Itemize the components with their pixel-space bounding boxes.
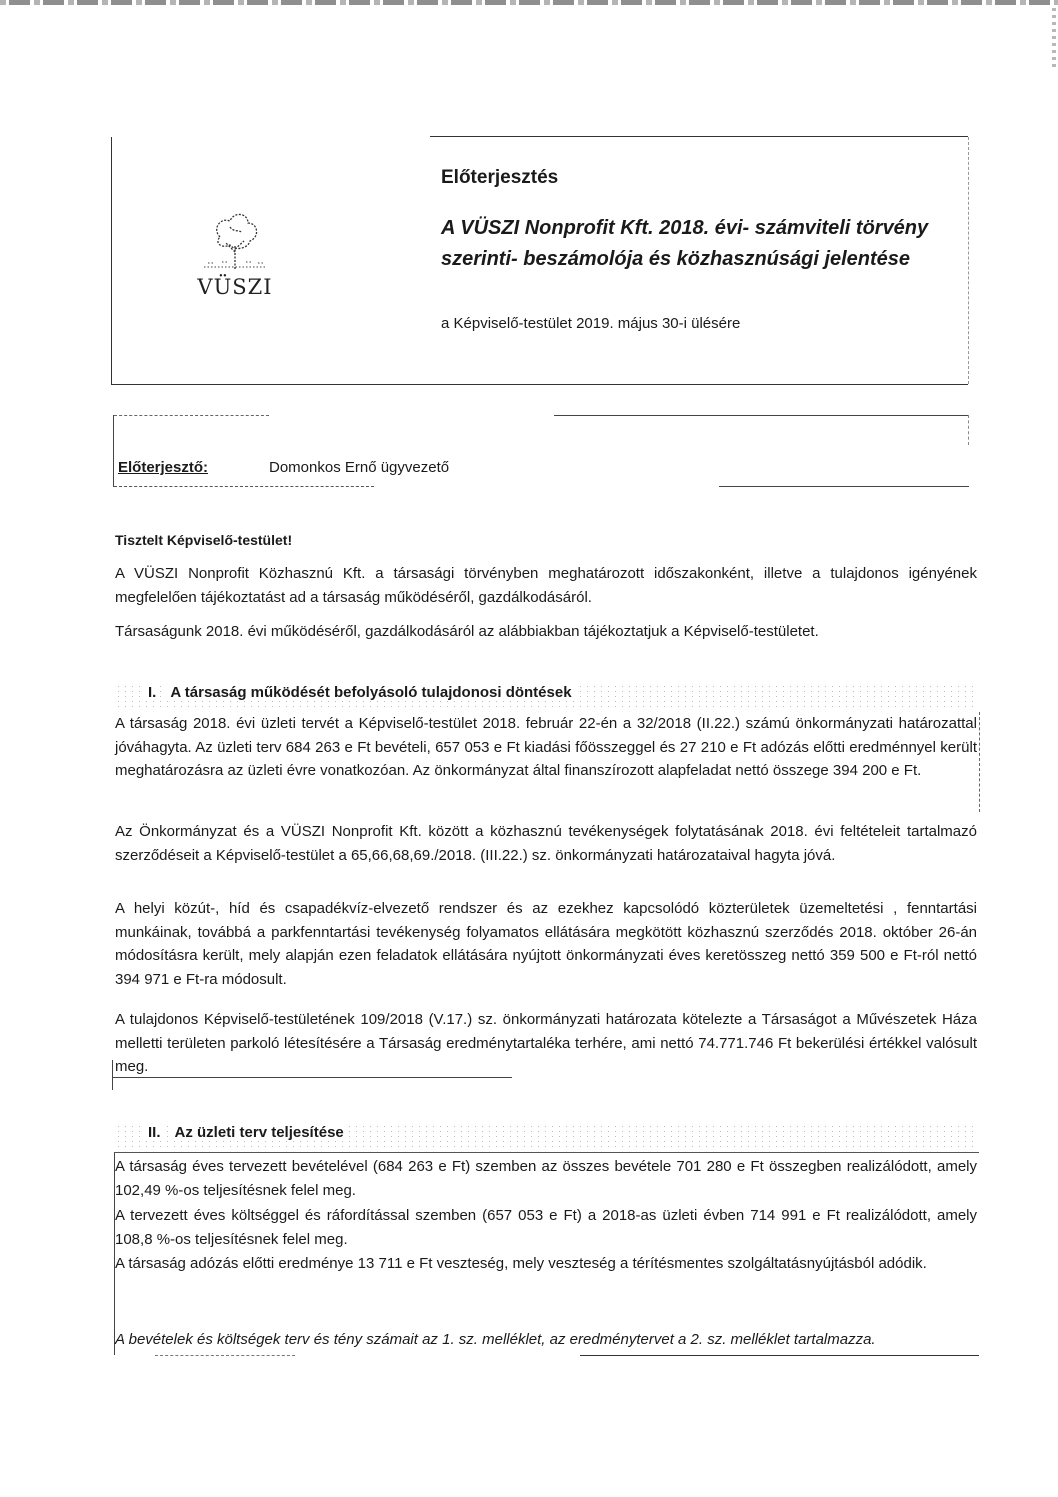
scan-artifact-top <box>0 0 1058 5</box>
document-header <box>111 137 968 385</box>
meeting-subtitle: a Képviselő-testület 2019. május 30-i ülésére <box>441 315 741 332</box>
section-heading <box>115 684 977 710</box>
section-heading <box>115 1124 977 1150</box>
section-paragraph: A tulajdonos Képviselő-testületének 109/2018 (V.17.) sz. önkormányzati határozata kötelezte a Társaságot a Művészetek Háza melletti területen parkoló létesítésére a Társaság eredménytartaléka terhére, ami nettó 74.771.746 Ft bekerülési értékkel valósult meg. <box>115 1011 977 1075</box>
presenter-label: Előterjesztő: <box>118 459 209 476</box>
section-number: I. <box>145 684 159 701</box>
document-type-label: Előterjesztés <box>441 167 559 188</box>
section-title: A társaság működését befolyásoló tulajdonosi döntések <box>167 684 574 701</box>
greeting: Tisztelt Képviselő-testület! <box>115 532 293 548</box>
vuszi-logo <box>190 207 280 307</box>
header-rule <box>430 136 968 137</box>
section-paragraph: A társaság 2018. évi üzleti tervét a Képviselő-testület 2018. február 22-én a 32/2018 (II.22.) számú önkormányzati határozattal jóváhagyta. Az üzleti terv 684 263 e Ft bevételi, 657 053 e Ft kiadási főösszeggel és 27 210 e Ft adózás előtti eredménnyel került meghatározásra az üzleti évre vonatkozóan. Az önkormányzat által finanszírozott alapfeladat nettó összege 394 200 e Ft. <box>115 715 977 779</box>
logo-text: VÜSZI <box>197 275 273 299</box>
section-paragraph: Az Önkormányzat és a VÜSZI Nonprofit Kft. között a közhasznú tevékenységek folytatásának 2018. évi feltételeit tartalmazó szerződéseit a Képviselő-testület a 65,66,68,69./2018. (III.22.) sz. önkormányzati határozataival hagyta jóvá. <box>115 823 977 864</box>
presenter-block <box>113 415 969 487</box>
section-title: Az üzleti terv teljesítése <box>172 1124 347 1141</box>
intro-paragraph: A VÜSZI Nonprofit Közhasznú Kft. a társasági törvényben meghatározott időszakonként, illetve a tulajdonos igényének megfelelően tájékoztatást ad a társaság működéséről, gazdálkodásáról. <box>115 565 977 606</box>
scan-artifact-right <box>1052 8 1056 68</box>
section-paragraph: A helyi közút-, híd és csapadékvíz-elvezető rendszer és az ezekhez kapcsolódó közterületek üzemeltetési , fenntartási munkáinak, továbbá a parkfenntartási tevékenység folyamatos ellátására megkötött közhasznú szerződés 2018. október 26-án módosításra került, mely alapján ezen feladatok ellátására nyújtott önkormányzati éves keretösszeg nettó 359 500 e Ft-ról nettó 394 971 e Ft-ra módosult. <box>115 900 977 988</box>
header-rule <box>968 137 969 384</box>
section-paragraph: A tervezett éves költséggel és ráfordítással szemben (657 053 e Ft) a 2018-as üzleti évben 714 991 e Ft realizálódott, amely 108,8 %-os teljesítésnek felel meg. <box>115 1207 977 1248</box>
document-title: A VÜSZI Nonprofit Kft. 2018. évi- számviteli törvény szerinti- beszámolója és közhasznúsági jelentése <box>441 217 929 270</box>
tree-icon <box>190 207 280 277</box>
section-number: II. <box>145 1124 164 1141</box>
intro-paragraph: Társaságunk 2018. évi működéséről, gazdálkodásáról az alábbiakban tájékoztatjuk a Képviselő-testületet. <box>115 623 819 640</box>
section-paragraph: A társaság éves tervezett bevételével (684 263 e Ft) szemben az összes bevétele 701 280 e Ft összegben realizálódott, amely 102,49 %-os teljesítésnek felel meg. <box>115 1158 977 1199</box>
section-paragraph: A társaság adózás előtti eredménye 13 711 e Ft veszteség, mely veszteség a térítésmentes szolgáltatásnyújtásból adódik. <box>115 1255 927 1272</box>
appendix-note: A bevételek és költségek terv és tény számait az 1. sz. melléklet, az eredménytervet a 2. sz. melléklet tartalmazza. <box>115 1331 876 1348</box>
presenter-name: Domonkos Ernő ügyvezető <box>269 459 450 476</box>
